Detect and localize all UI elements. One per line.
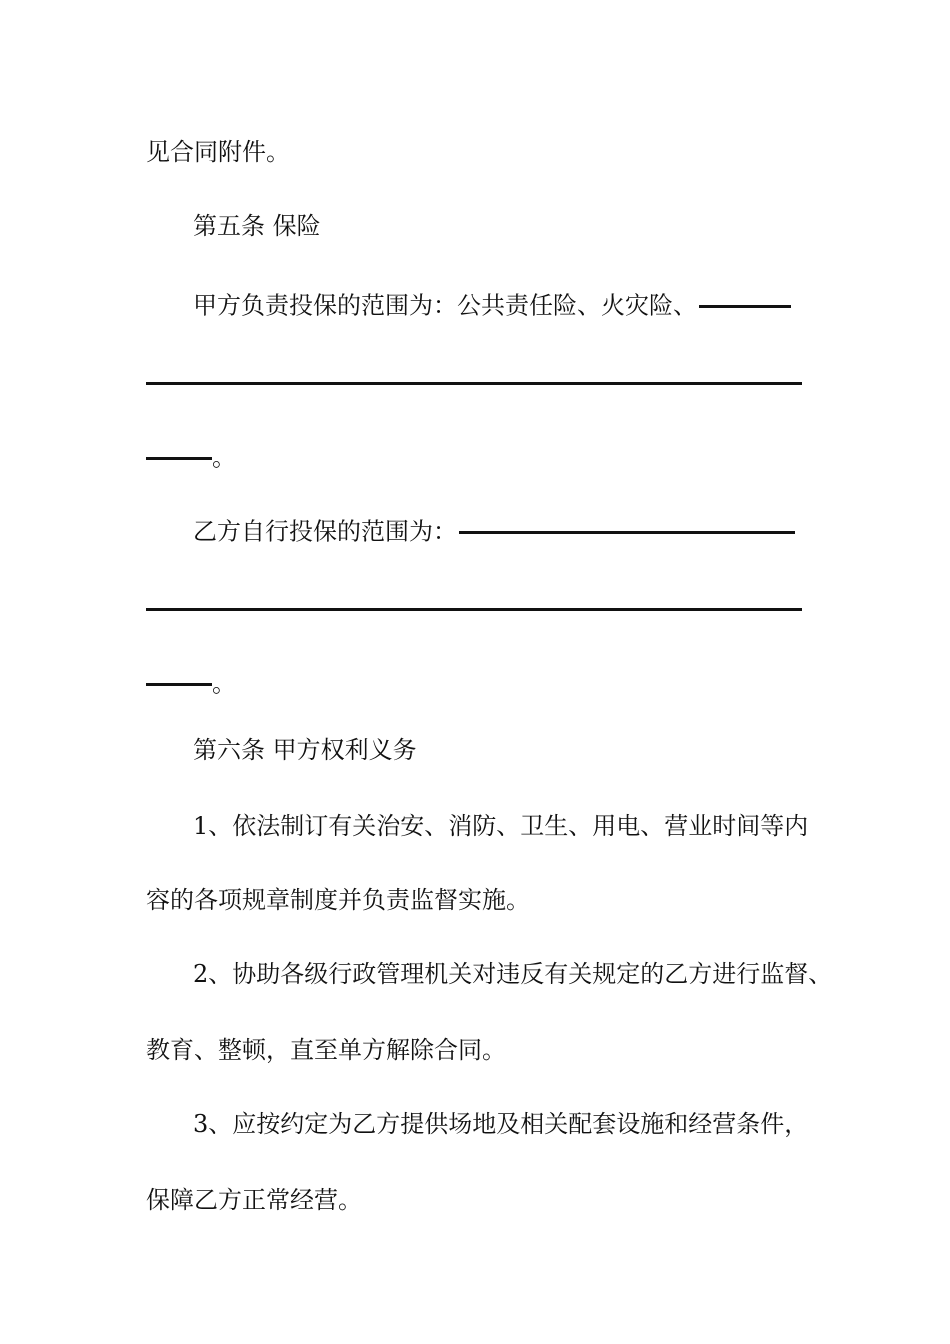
item-3-line-2 — [146, 1180, 806, 1220]
text-line: 见合同附件。 — [146, 138, 290, 166]
paragraph-continuation — [146, 132, 806, 172]
insurance-party-a-line — [193, 284, 853, 324]
text-line: 保障乙方正常经营。 — [146, 1186, 362, 1214]
heading-text: 第五条 保险 — [193, 212, 321, 240]
article-6-heading — [193, 730, 853, 770]
text-line: 3、应按约定为乙方提供场地及相关配套设施和经营条件， — [193, 1110, 809, 1138]
article-5-heading — [193, 206, 853, 246]
text-line: 甲方负责投保的范围为：公共责任险、火灾险、 — [193, 291, 697, 320]
item-2-line-2 — [146, 1030, 806, 1070]
item-3-line-1 — [193, 1104, 853, 1144]
text-line: 乙方自行投保的范围为： — [193, 517, 457, 546]
period-mark: 。 — [212, 443, 236, 472]
text-line: 1、依法制订有关治安、消防、卫生、用电、营业时间等内 — [193, 812, 809, 840]
fill-in-blank — [146, 457, 212, 460]
period-mark: 。 — [212, 669, 236, 698]
fill-in-blank — [146, 683, 212, 686]
fill-in-blank — [699, 305, 791, 308]
fill-in-blank — [459, 531, 795, 534]
text-line: 教育、整顿，直至单方解除合同。 — [146, 1036, 506, 1064]
fill-in-blank-line — [146, 608, 802, 611]
insurance-party-b-line — [193, 510, 853, 550]
blank-end-line — [146, 662, 806, 702]
text-line: 容的各项规章制度并负责监督实施。 — [146, 886, 530, 914]
heading-text: 第六条 甲方权利义务 — [193, 736, 417, 764]
fill-in-blank-line — [146, 382, 802, 385]
item-2-line-1 — [193, 954, 853, 994]
blank-end-line — [146, 436, 806, 476]
item-1-line-2 — [146, 880, 806, 920]
item-1-line-1 — [193, 806, 853, 846]
text-line: 2、协助各级行政管理机关对违反有关规定的乙方进行监督、 — [193, 960, 833, 988]
